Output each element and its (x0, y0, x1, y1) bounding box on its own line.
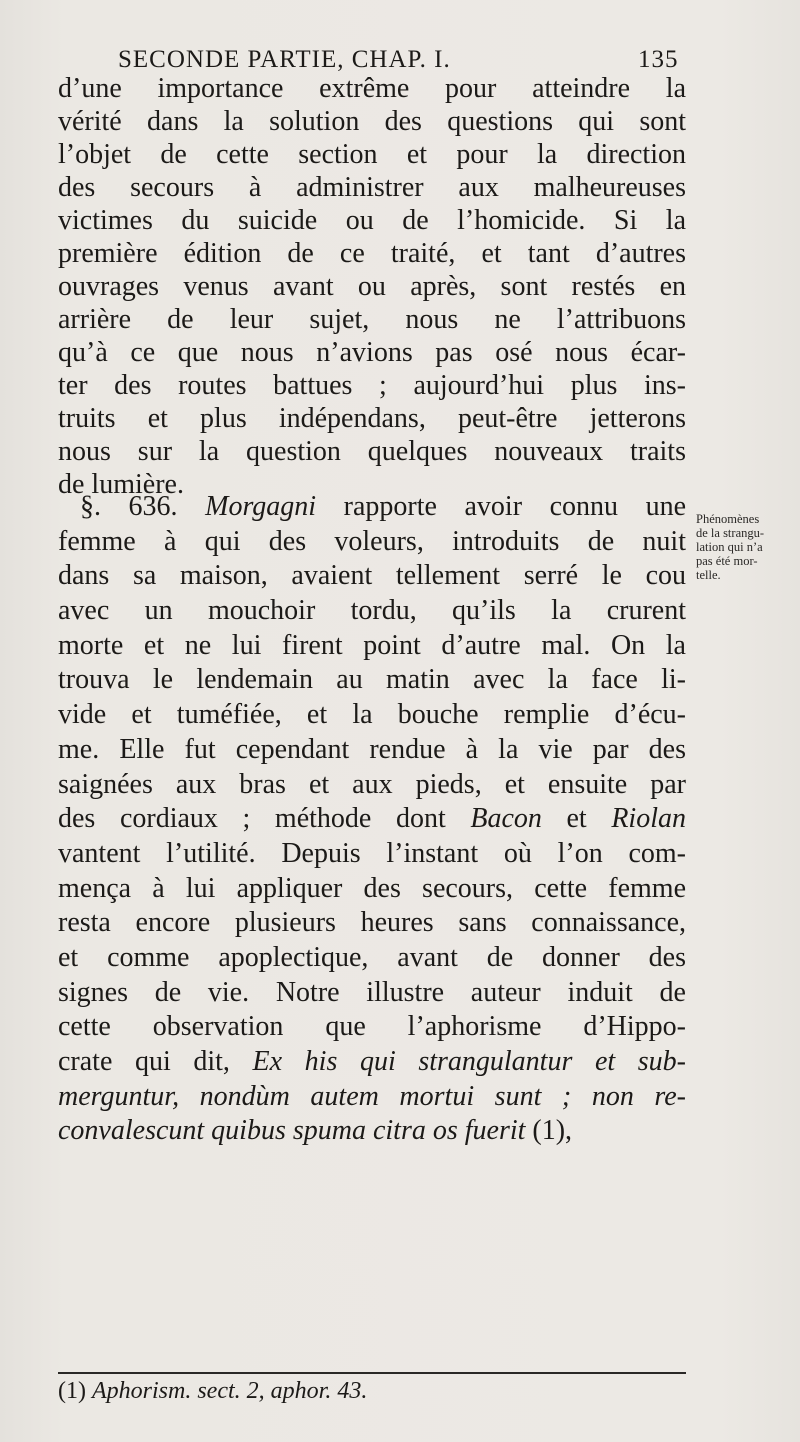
margin-note-line: Phénomènes (696, 512, 760, 526)
text-line: arrière de leur sujet, nous ne l’attribuons (58, 304, 686, 335)
text-line: vide et tuméfiée, et la bouche remplie d’écu- (58, 699, 686, 731)
text-line: d’une importance extrême pour atteindre la (58, 73, 686, 104)
latin-quote: Ex his qui strangulantur et sub- (252, 1046, 686, 1077)
footnote-divider (58, 1372, 686, 1374)
margin-note (696, 512, 796, 582)
author-name: Bacon (470, 803, 542, 835)
text-line: vantent l’utilité. Depuis l’instant où l’on com- (58, 837, 686, 869)
text-run: des cordiaux ; méthode dont (58, 803, 471, 835)
text-line: vérité dans la solution des questions qui sont (58, 106, 686, 137)
text-run: rapporte avoir connu une (316, 491, 686, 522)
text-line: première édition de ce traité, et tant d’autres (58, 238, 686, 269)
margin-note-line: pas été mor- (696, 554, 758, 568)
margin-note-line: lation qui n’a (696, 540, 763, 554)
text-line: resta encore plusieurs heures sans connaissance, (58, 907, 686, 939)
author-name: Morgagni (205, 491, 317, 522)
text-line: morte et ne lui firent point d’autre mal. On la (58, 629, 686, 661)
paragraph-636 (58, 490, 686, 1149)
text-line: trouva le lendemain au matin avec la face li- (58, 664, 686, 696)
text-line: ouvrages venus avant ou après, sont restés en (58, 271, 686, 302)
text-line: me. Elle fut cependant rendue à la vie par des (58, 733, 686, 765)
footnote-ref: (1), (525, 1115, 573, 1147)
text-line: dans sa maison, avaient tellement serré le cou (58, 560, 686, 592)
text-line: qu’à ce que nous n’avions pas osé nous écar- (58, 337, 686, 368)
text-line: avec un mouchoir tordu, qu’ils la crurent (58, 595, 686, 627)
text-run: crate qui dit, (58, 1046, 253, 1077)
text-line: ter des routes battues ; aujourd’hui plus ins- (58, 370, 686, 401)
text-line: l’objet de cette section et pour la direction (58, 139, 686, 170)
footnote-text: Aphorism. sect. 2, aphor. 43. (91, 1378, 368, 1404)
text-line: mença à lui appliquer des secours, cette femme (58, 872, 686, 904)
text-run: et (541, 803, 612, 835)
text-line (58, 1045, 686, 1080)
latin-quote: convalescunt quibus spuma citra os fuerit (58, 1115, 526, 1147)
margin-note-line: telle. (696, 568, 721, 582)
page-number: 135 (638, 46, 679, 73)
text-line: de lumière. (58, 469, 184, 500)
text-line: victimes du suicide ou de l’homicide. Si la (58, 205, 686, 236)
text-line: saignées aux bras et aux pieds, et ensuite par (58, 768, 686, 800)
paragraph-continuation (58, 72, 686, 501)
text-line (58, 490, 686, 525)
running-head-title: SECONDE PARTIE, CHAP. I. (118, 46, 451, 73)
text-line: truits et plus indépendans, peut-être jetterons (58, 403, 686, 434)
margin-note-line: de la strangu- (696, 526, 765, 540)
text-line: et comme apoplectique, avant de donner des (58, 941, 686, 973)
latin-quote-line: merguntur, nondùm autem mortui sunt ; non re- (58, 1080, 686, 1112)
text-line: signes de vie. Notre illustre auteur induit de (58, 976, 686, 1008)
footnote-marker: (1) (58, 1378, 92, 1404)
text-line (58, 1114, 686, 1149)
text-line (58, 802, 686, 837)
author-name: Riolan (611, 803, 686, 835)
text-line: femme à qui des voleurs, introduits de nuit (58, 525, 686, 557)
text-line: des secours à administrer aux malheureuses (58, 172, 686, 203)
text-line: cette observation que l’aphorisme d’Hippo- (58, 1011, 686, 1043)
section-number: §. 636. (80, 491, 206, 522)
footnote (58, 1378, 686, 1405)
text-line: nous sur la question quelques nouveaux traits (58, 436, 686, 467)
